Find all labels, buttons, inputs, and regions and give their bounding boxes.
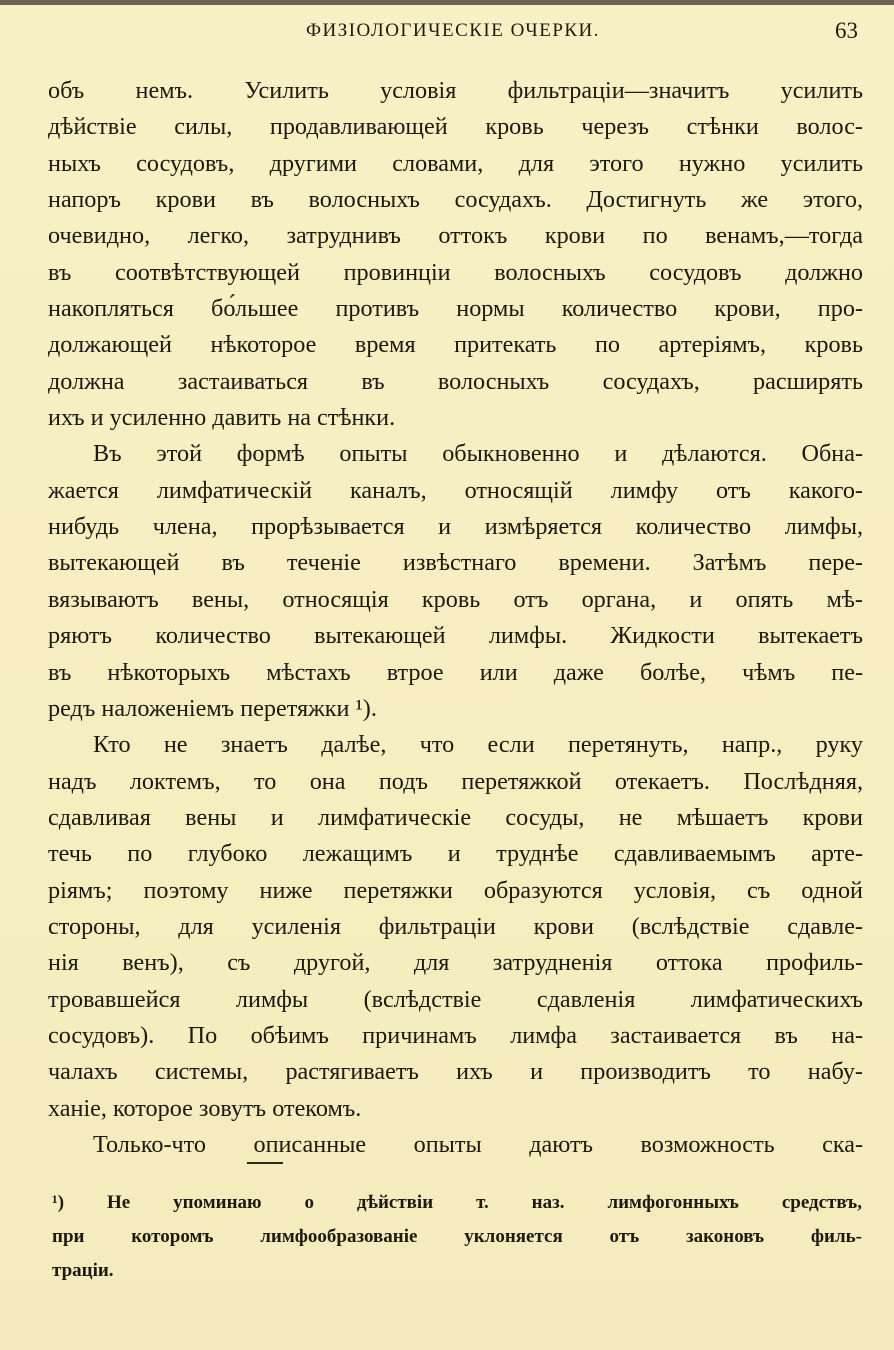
footnote: [52, 1186, 862, 1288]
text-line: очевидно, легко, затруднивъ оттокъ крови по венамъ,—тогда: [48, 222, 863, 250]
text-line: ріямъ; поэтому ниже перетяжки образуются условія, съ одной: [48, 876, 863, 904]
text-line: должающей нѣкоторое время притекать по артеріямъ, кровь: [48, 331, 863, 359]
text-line: надъ локтемъ, то она подъ перетяжкой отекаетъ. Послѣдняя,: [48, 767, 863, 795]
text-line: стороны, для усиленія фильтраціи крови (вслѣдствіе сдавле-: [48, 912, 863, 940]
text-line: Кто не знаетъ далѣе, что если перетянуть, напр., руку: [93, 731, 863, 759]
text-line: ихъ и усиленно давить на стѣнки.: [48, 404, 396, 432]
text-line: вязываютъ вены, относящія кровь отъ органа, и опять мѣ-: [48, 585, 863, 613]
page-number: 63: [835, 18, 858, 43]
text-line: нія венъ), съ другой, для затрудненія оттока профиль-: [48, 949, 863, 977]
text-line: ханіе, которое зовутъ отекомъ.: [48, 1094, 362, 1122]
text-line: тровавшейся лимфы (вслѣдствіе сдавленія лимфатическихъ: [48, 985, 863, 1013]
text-line: сдавливая вены и лимфатическіе сосуды, не мѣшаетъ крови: [48, 803, 863, 831]
text-line: сосудовъ). По обѣимъ причинамъ лимфа застаивается въ на-: [48, 1021, 863, 1049]
top-edge-rule: [0, 0, 894, 5]
text-line: въ нѣкоторыхъ мѣстахъ втрое или даже болѣе, чѣмъ пе-: [48, 658, 863, 686]
text-line: напоръ крови въ волосныхъ сосудахъ. Достигнуть же этого,: [48, 186, 863, 214]
text-line: жается лимфатическій каналъ, относящій лимфу отъ какого-: [48, 476, 863, 504]
text-line: ряютъ количество вытекающей лимфы. Жидкости вытекаетъ: [48, 622, 863, 650]
text-line: течь по глубоко лежащимъ и труднѣе сдавливаемымъ арте-: [48, 840, 863, 868]
running-head-title: ФИЗІОЛОГИЧЕСКІЕ ОЧЕРКИ.: [305, 20, 601, 41]
footnote-line: траціи.: [52, 1260, 114, 1281]
text-line: вытекающей въ теченіе извѣстнаго времени. Затѣмъ пере-: [48, 549, 863, 577]
text-line: дѣйствіе силы, продавливающей кровь черезъ стѣнки волос-: [48, 113, 863, 141]
body-text: [48, 73, 863, 1163]
text-line: чалахъ системы, растягиваетъ ихъ и производитъ то набу-: [48, 1058, 863, 1086]
text-line: объ немъ. Усилить условія фильтраціи—значитъ усилить: [48, 77, 863, 104]
footnote-line: при которомъ лимфообразованіе уклоняется отъ законовъ филь-: [52, 1226, 862, 1247]
text-line: ныхъ сосудовъ, другими словами, для этого нужно усилить: [48, 149, 863, 177]
running-head: [48, 20, 858, 46]
text-line: Только-что описанные опыты даютъ возможность ска-: [93, 1130, 863, 1158]
text-line: накопляться бо́льшее противъ нормы количество крови, про-: [48, 295, 863, 323]
text-line: должна застаиваться въ волосныхъ сосудахъ, расширять: [48, 367, 863, 395]
text-line: нибудь члена, прорѣзывается и измѣряется количество лимфы,: [48, 513, 863, 541]
footnote-line: ¹) Не упоминаю о дѣйствіи т. наз. лимфогонныхъ средствъ,: [52, 1192, 862, 1213]
text-line: редъ наложеніемъ перетяжки ¹).: [48, 694, 377, 722]
footnote-rule: [247, 1162, 283, 1164]
text-line: въ соотвѣтствующей провинціи волосныхъ сосудовъ должно: [48, 258, 863, 286]
text-line: Въ этой формѣ опыты обыкновенно и дѣлаются. Обна-: [93, 440, 863, 468]
